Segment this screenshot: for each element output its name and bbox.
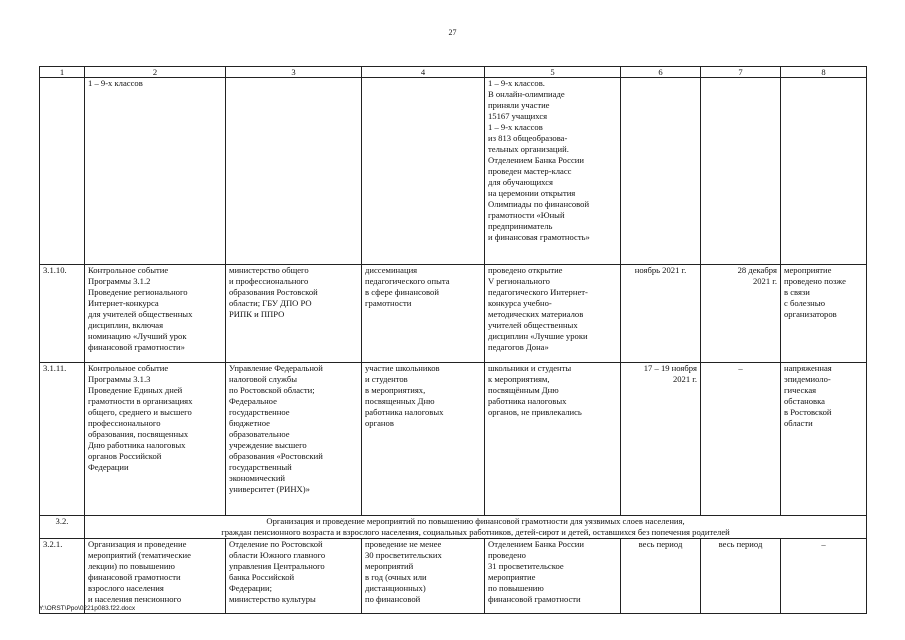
planned-date-cell: весь период <box>621 539 701 614</box>
table-row <box>40 265 867 363</box>
header-cell: 3 <box>226 67 362 78</box>
file-path-footer: Y:\ORST\Ppo\0221p083.f22.docx <box>39 605 136 612</box>
header-row <box>40 67 867 78</box>
header-cell: 8 <box>781 67 867 78</box>
section-title: Организация и проведение мероприятий по повышению финансовой грамотности для уязвимых слоев населения, граждан пенсионного возраста и взрослого населения, социальных работников, детей-сирот и детей, оставшихся без попечения родителей <box>85 516 867 539</box>
actual-date-cell <box>701 78 781 265</box>
report-table <box>39 66 867 614</box>
event-cell: Контрольное событие Программы 3.1.2 Проведение регионального Интернет-конкурса для учителей общественных дисциплин, включая номинацию «Лучший урок финансовой грамотности» <box>85 265 226 363</box>
executor-cell <box>226 78 362 265</box>
notes-cell: напряженная эпидемиоло- гическая обстановка в Ростовской области <box>781 363 867 516</box>
expected-result-cell <box>362 78 485 265</box>
actual-result-cell: школьники и студенты к мероприятиям, посвящённым Дню работника налоговых органов, не привлекались <box>485 363 621 516</box>
actual-date-cell: весь период <box>701 539 781 614</box>
row-number: 3.2.1. <box>40 539 85 614</box>
header-cell: 5 <box>485 67 621 78</box>
executor-cell: Отделение по Ростовской области Южного главного управления Центрального банка Российской Федерации; министерство культуры <box>226 539 362 614</box>
header-cell: 6 <box>621 67 701 78</box>
section-row <box>40 516 867 539</box>
row-number: 3.1.11. <box>40 363 85 516</box>
actual-date-cell: – <box>701 363 781 516</box>
section-number: 3.2. <box>40 516 85 539</box>
planned-date-cell: 17 – 19 ноября 2021 г. <box>621 363 701 516</box>
notes-cell: мероприятие проведено позже в связи с болезнью организаторов <box>781 265 867 363</box>
planned-date-cell <box>621 78 701 265</box>
header-cell: 1 <box>40 67 85 78</box>
executor-cell: министерство общего и профессионального образования Ростовской области; ГБУ ДПО РО РИПК и ППРО <box>226 265 362 363</box>
executor-cell: Управление Федеральной налоговой службы по Ростовской области; Федеральное государственное бюджетное образовательное учреждение высшего образования «Ростовский государственный экономический университет (РИНХ)» <box>226 363 362 516</box>
actual-result-cell: Отделением Банка России проведено 31 просветительское мероприятие по повышению финансовой грамотности <box>485 539 621 614</box>
header-cell: 2 <box>85 67 226 78</box>
expected-result-cell: участие школьников и студентов в мероприятиях, посвященных Дню работника налоговых органов <box>362 363 485 516</box>
planned-date-cell: ноябрь 2021 г. <box>621 265 701 363</box>
row-number <box>40 78 85 265</box>
expected-result-cell: диссеминация педагогического опыта в сфере финансовой грамотности <box>362 265 485 363</box>
row-number: 3.1.10. <box>40 265 85 363</box>
expected-result-cell: проведение не менее 30 просветительских мероприятий в год (очных или дистанционных) по финансовой <box>362 539 485 614</box>
notes-cell <box>781 78 867 265</box>
actual-result-cell: проведено открытие V регионального педагогического Интернет- конкурса учебно- методических материалов учителей общественных дисциплин «Лучшие уроки педагогов Дона» <box>485 265 621 363</box>
event-cell: 1 – 9-х классов <box>85 78 226 265</box>
actual-date-cell: 28 декабря 2021 г. <box>701 265 781 363</box>
page-number: 27 <box>448 28 457 37</box>
header-cell: 4 <box>362 67 485 78</box>
table-row <box>40 78 867 265</box>
event-cell: Контрольное событие Программы 3.1.3 Проведение Единых дней грамотности в организациях общего, среднего и высшего профессионального образования, посвященных Дню работника налоговых органов Российской Федерации <box>85 363 226 516</box>
table-row <box>40 539 867 614</box>
table-row <box>40 363 867 516</box>
event-cell: Организация и проведение мероприятий (тематические лекции) по повышению финансовой грамотности взрослого населения и населения пенсионного <box>85 539 226 614</box>
actual-result-cell: 1 – 9-х классов. В онлайн-олимпиаде приняли участие 15167 учащихся 1 – 9-х классов из 813 общеобразова- тельных организаций. Отделением Банка России проведен мастер-класс для обучающихся на церемонии открытия Олимпиады по финансовой грамотности «Юный предприниматель и финансовая грамотность» <box>485 78 621 265</box>
header-cell: 7 <box>701 67 781 78</box>
notes-cell: – <box>781 539 867 614</box>
